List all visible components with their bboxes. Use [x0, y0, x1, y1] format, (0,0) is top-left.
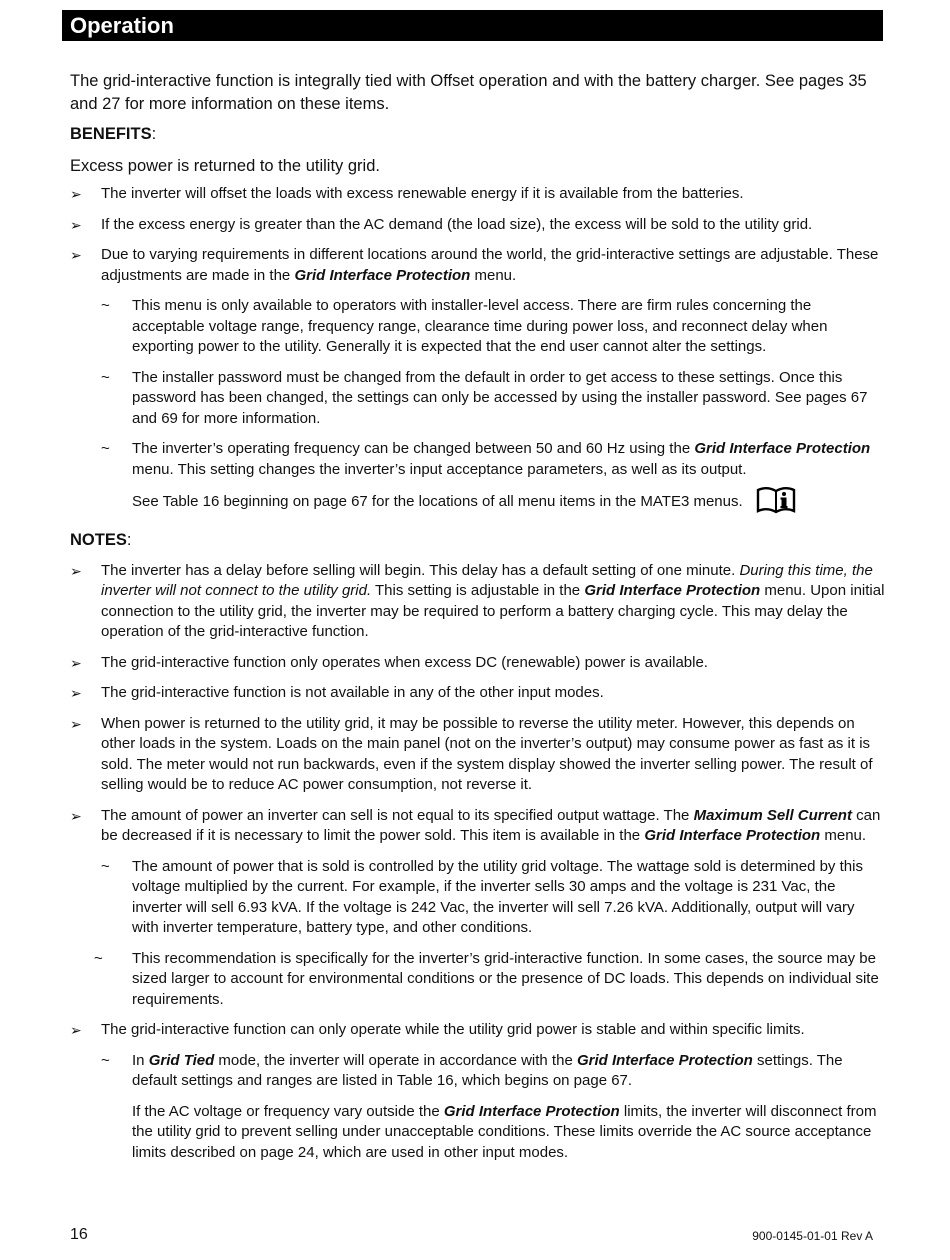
tilde-bullet-icon: ~: [101, 857, 110, 875]
arrow-bullet-icon: ➢: [70, 186, 82, 202]
tilde-bullet-icon: ~: [101, 297, 110, 314]
menu-reference: Grid Interface Protection: [694, 440, 871, 457]
document-id: 900-0145-01-01 Rev A: [752, 1229, 873, 1243]
note-item: ➢ When power is returned to the utility grid, it may be possible to reverse the utility meter. However, this depends on other loads in the system. Loads on the main panel (not on the inverter’s output) may consume power as fast as it is sold. The meter would not run backwards, even if the system display showed the inverter selling power. The result of selling would be to reduce AC power consumption, not reverse it.: [70, 714, 873, 793]
menu-reference: Grid Interface Protection: [294, 266, 471, 284]
arrow-bullet-icon: ➢: [70, 1022, 82, 1038]
mode-reference: Grid Tied: [148, 1051, 215, 1069]
tilde-bullet-icon: ~: [101, 440, 110, 457]
menu-reference: Grid Interface Protection: [644, 827, 821, 844]
section-header-bar: [62, 10, 883, 41]
section-title: Operation: [70, 13, 174, 38]
arrow-bullet-icon: ➢: [70, 807, 82, 824]
menu-reference: Grid Interface Protection: [576, 1051, 753, 1069]
benefit-subitem: ~ The inverter’s operating frequency can be changed between 50 and 60 Hz using the Grid Interface Protection menu. This setting changes the inverter’s input acceptance parameters, as well as its output.: [101, 440, 871, 478]
note-item: ➢ The grid-interactive function can only operate while the utility grid power is stable and within specific limits.: [70, 1020, 885, 1041]
arrow-bullet-icon: ➢: [70, 654, 82, 671]
note-subitem: ~ The amount of power that is sold is controlled by the utility grid voltage. The wattage sold is determined by this voltage multiplied by the current. For example, if the inverter sells 30 amps and the voltage is 231 Vac, the inverter will sell 6.93 kVA. If the voltage is 242 Vac, the inverter will sell 7.26 kVA. Additionally, output will vary with inverter temperature, battery type, and other conditions.: [101, 857, 863, 936]
book-info-icon: [755, 486, 797, 521]
menu-reference: Grid Interface Protection: [584, 582, 761, 599]
benefit-subitem: ~ This menu is only available to operators with installer-level access. There are firm rules concerning the acceptable voltage range, frequency range, clearance time during power loss, and reconnect delay when exporting power to the utility. Generally it is expected that the end user cannot alter the settings.: [101, 297, 828, 355]
arrow-bullet-icon: ➢: [70, 685, 82, 701]
tilde-bullet-icon: ~: [94, 949, 103, 967]
benefits-heading: BENEFITS:: [70, 125, 157, 143]
note-continuation: If the AC voltage or frequency vary outside the Grid Interface Protection limits, the inverter will disconnect from the utility grid to prevent selling under unacceptable conditions. These limits override the AC source acceptance limits described on page 24, which are used in other input modes.: [132, 1102, 877, 1161]
benefit-item: ➢ The inverter will offset the loads with excess renewable energy if it is available from the batteries.: [70, 184, 885, 205]
arrow-bullet-icon: ➢: [70, 562, 82, 579]
note-item: ➢ The inverter has a delay before selling will begin. This delay has a default setting of one minute. During this time, the inverter will not connect to the utility grid. This setting is adjustable in the Grid Interface Protection menu. Upon initial connection to the utility grid, the inverter may be required to perform a battery charging cycle. This may delay the operation of the grid-interactive function.: [70, 561, 885, 640]
benefits-lead: Excess power is returned to the utility grid.: [70, 157, 380, 175]
benefit-subitem: ~ The installer password must be changed from the default in order to get access to these settings. Once this password has been changed, the settings can only be accessed by using the installer password. See pages 67 and 69 for more information.: [101, 368, 868, 427]
note-item: ➢ The amount of power an inverter can sell is not equal to its specified output wattage. The Maximum Sell Current can be decreased if it is necessary to limit the power sold. This item is available in the Grid Interface Protection menu.: [70, 806, 881, 844]
intro-paragraph: The grid-interactive function is integrally tied with Offset operation and with the battery charger. See pages 35 and 27 for more information on these items.: [70, 72, 867, 113]
note-subitem: ~ In Grid Tied mode, the inverter will operate in accordance with the Grid Interface Protection settings. The default settings and ranges are listed in Table 16, which begins on page 67.: [101, 1051, 843, 1089]
note-item: ➢ The grid-interactive function is not available in any of the other input modes.: [70, 683, 885, 704]
arrow-bullet-icon: ➢: [70, 715, 82, 732]
menu-reference: Grid Interface Protection: [443, 1102, 620, 1120]
page-number: 16: [70, 1226, 88, 1243]
setting-reference: Maximum Sell Current: [693, 806, 852, 824]
arrow-bullet-icon: ➢: [70, 216, 82, 233]
notes-heading: NOTES:: [70, 530, 132, 549]
note-item: ➢ The grid-interactive function only operates when excess DC (renewable) power is available.: [70, 653, 885, 674]
tilde-bullet-icon: ~: [101, 1051, 110, 1069]
benefit-item: ➢ Due to varying requirements in different locations around the world, the grid-interactive settings are adjustable. These adjustments are made in the Grid Interface Protection menu.: [70, 246, 879, 284]
benefit-item: ➢ If the excess energy is greater than the AC demand (the load size), the excess will be sold to the utility grid.: [70, 215, 885, 236]
tilde-bullet-icon: ~: [101, 368, 110, 386]
page-body: [70, 70, 885, 1173]
note-subitem: ~ This recommendation is specifically for the inverter’s grid-interactive function. In some cases, the source may be sized larger to account for environmental conditions or the presence of DC loads. This depends on individual site requirements.: [94, 949, 879, 1008]
menu-table-reference: See Table 16 beginning on page 67 for the locations of all menu items in the MATE3 menus.: [70, 486, 885, 521]
arrow-bullet-icon: ➢: [70, 247, 82, 263]
